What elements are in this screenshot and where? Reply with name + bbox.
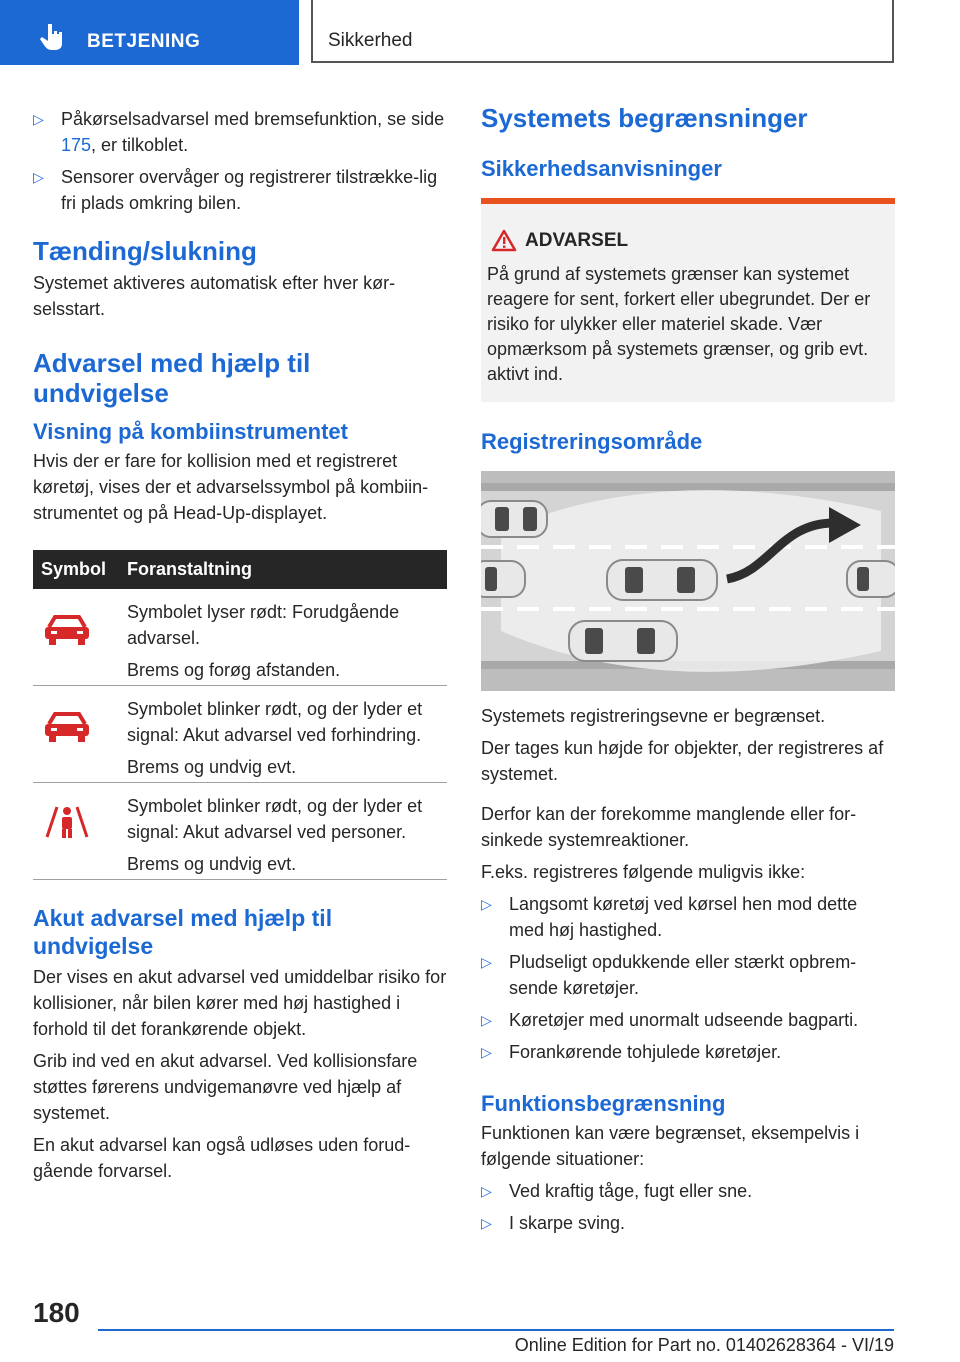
func-section bbox=[481, 1090, 895, 1242]
table-header bbox=[33, 550, 447, 589]
limits-heading: Systemets begrænsninger bbox=[481, 103, 808, 133]
func-text: Funktionen kan være begrænset, eksempelvis i følgende situationer: bbox=[481, 1123, 860, 1169]
footer-divider bbox=[98, 1329, 894, 1331]
chapter-label: Sikkerhed bbox=[328, 30, 413, 51]
detect-paragraph: Der tages kun højde for objekter, der registreres af systemet. bbox=[481, 738, 884, 784]
car-warning-icon bbox=[43, 704, 91, 746]
pedestrian-warning-icon bbox=[43, 801, 91, 843]
ignition-text: Systemet aktiveres automatisk efter hver kør-selsstart. bbox=[33, 273, 396, 319]
symbol-table bbox=[33, 550, 447, 880]
edition-text: Online Edition for Part no. 01402628364 - VI/19 bbox=[514, 1335, 894, 1355]
section-tab[interactable] bbox=[0, 0, 299, 65]
list-item: ▷ Forankørende tohjulede køretøjer. bbox=[481, 1039, 895, 1065]
warning-box bbox=[481, 198, 895, 402]
acute-section bbox=[33, 904, 447, 1190]
row-action: Brems og undvig evt. bbox=[127, 854, 297, 874]
row-action: Brems og undvig evt. bbox=[127, 757, 297, 777]
table-row bbox=[33, 589, 447, 686]
row-action: Brems og forøg afstanden. bbox=[127, 660, 341, 680]
detect-heading: Registreringsområde bbox=[481, 429, 703, 454]
section-label: BETJENING bbox=[87, 31, 201, 52]
bullet-triangle-icon: ▷ bbox=[481, 1012, 492, 1028]
table-row bbox=[33, 686, 447, 783]
bullet-triangle-icon: ▷ bbox=[33, 111, 44, 127]
bullet-triangle-icon: ▷ bbox=[481, 1044, 492, 1060]
warning-title: ADVARSEL bbox=[525, 230, 629, 251]
detect-heading-wrap bbox=[481, 428, 895, 462]
bullet-triangle-icon: ▷ bbox=[33, 169, 44, 185]
list-item: ▷ Pludseligt opdukkende eller stærkt opbrem-sende køretøjer. bbox=[481, 949, 895, 1001]
col-action: Foranstaltning bbox=[127, 559, 252, 579]
bullet-triangle-icon: ▷ bbox=[481, 1183, 492, 1199]
page-link[interactable]: 175 bbox=[61, 135, 92, 155]
pointing-hand-icon bbox=[38, 22, 68, 52]
detect-paragraph: F.eks. registreres følgende muligvis ikke: bbox=[481, 862, 806, 882]
acute-paragraph: En akut advarsel kan også udløses uden forud-gående forvarsel. bbox=[33, 1135, 411, 1181]
display-heading: Visning på kombiinstrumentet bbox=[33, 419, 348, 444]
bullet-triangle-icon: ▷ bbox=[481, 896, 492, 912]
list-item: ▷ Langsomt køretøj ved kørsel hen mod dette med høj hastighed. bbox=[481, 891, 895, 943]
ignition-heading: Tænding/slukning bbox=[33, 236, 257, 266]
warning-triangle-icon bbox=[491, 229, 517, 252]
row-description: Symbolet blinker rødt, og der lyder et signal: Akut advarsel ved personer. bbox=[127, 796, 423, 842]
chapter-header bbox=[311, 0, 894, 63]
ignition-section bbox=[33, 236, 447, 328]
safety-heading: Sikkerhedsanvisninger bbox=[481, 156, 722, 181]
acute-paragraph: Grib ind ved en akut advarsel. Ved kollisionsfare støttes førerens undvigemanøvre ved hjælp af systemet. bbox=[33, 1051, 418, 1123]
table-row bbox=[33, 783, 447, 880]
avoid-section bbox=[33, 348, 447, 532]
row-description: Symbolet lyser rødt: Forudgående advarsel. bbox=[127, 602, 400, 648]
bullet-triangle-icon: ▷ bbox=[481, 954, 492, 970]
display-text: Hvis der er fare for kollision med et registreret køretøj, vises der et advarselssymbol på kombiin-strumentet og på Head-Up-displayet. bbox=[33, 451, 429, 523]
col-symbol: Symbol bbox=[41, 559, 107, 579]
list-item: ▷ Ved kraftig tåge, fugt eller sne. bbox=[481, 1178, 895, 1204]
bullet-triangle-icon: ▷ bbox=[481, 1215, 492, 1231]
warning-text: På grund af systemets grænser kan systemet reagere for sent, forkert eller ubegrundet. Der er risiko for ulykker eller materiel skade. Vær opmærksom på systemets grænser, og grib evt. aktivt ind. bbox=[487, 264, 871, 384]
limits-section bbox=[481, 103, 895, 189]
car-warning-icon bbox=[43, 607, 91, 649]
acute-heading: Akut advarsel med hjælp til undvigelse bbox=[33, 905, 333, 959]
list-item: ▷ Påkørselsadvarsel med bremsefunktion, se side 175, er tilkoblet. bbox=[33, 106, 447, 158]
acute-paragraph: Der vises en akut advarsel ved umiddelbar risiko for kollisioner, når bilen kører med høj hastighed i forhold til det forankørende objekt. bbox=[33, 967, 447, 1039]
detect-paragraph: Derfor kan der forekomme manglende eller for-sinkede systemreaktioner. bbox=[481, 804, 857, 850]
func-heading: Funktionsbegrænsning bbox=[481, 1091, 726, 1116]
detect-paragraph: Systemets registreringsevne er begrænset. bbox=[481, 706, 826, 726]
avoid-heading: Advarsel med hjælp til undvigelse bbox=[33, 348, 311, 408]
list-item: ▷ I skarpe sving. bbox=[481, 1210, 895, 1236]
list-item: ▷ Køretøjer med unormalt udseende bagparti. bbox=[481, 1007, 895, 1033]
page-number: 180 bbox=[33, 1297, 80, 1328]
row-description: Symbolet blinker rødt, og der lyder et signal: Akut advarsel ved forhindring. bbox=[127, 699, 423, 745]
left-column-top bbox=[33, 106, 447, 222]
detection-range-illustration bbox=[481, 471, 895, 691]
list-item: ▷ Sensorer overvåger og registrerer tilstrække-lig fri plads omkring bilen. bbox=[33, 164, 447, 216]
detect-section bbox=[481, 703, 895, 1071]
